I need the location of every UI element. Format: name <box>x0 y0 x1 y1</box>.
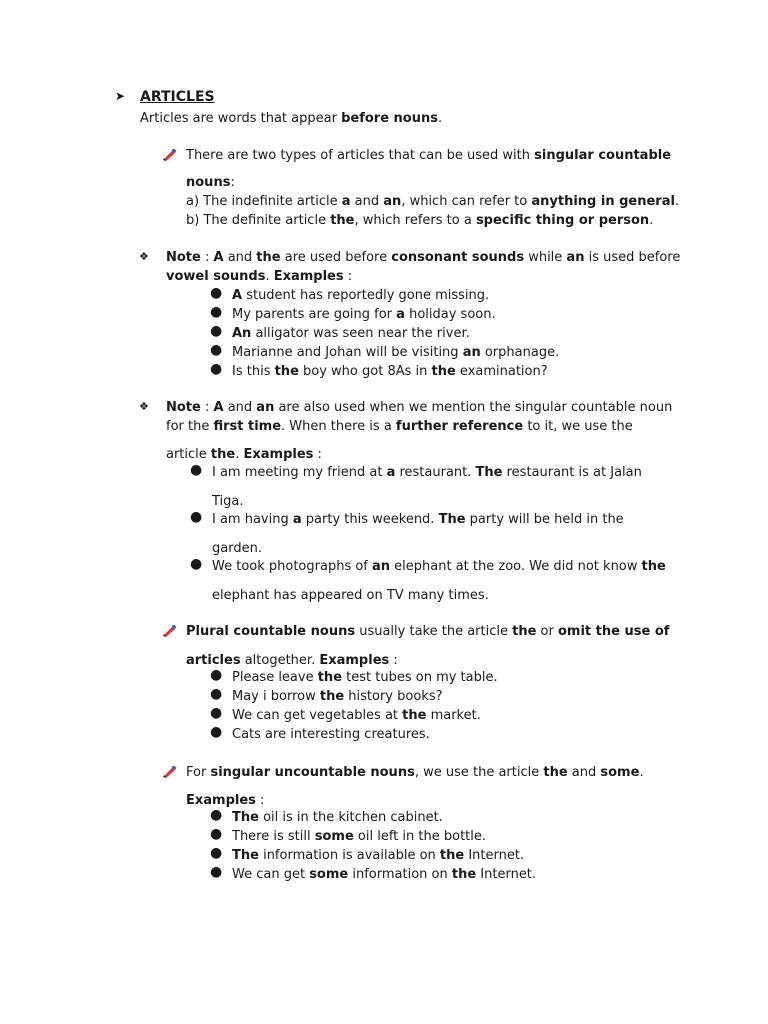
text-segment: a) The indefinite article <box>186 194 342 209</box>
bold-text: Examples <box>319 653 390 668</box>
text-segment: garden. <box>212 541 262 556</box>
bullet-icon: ● <box>210 845 223 861</box>
list-item <box>232 362 548 381</box>
text-segment: We can get vegetables at <box>232 708 403 723</box>
text-segment: information is available on <box>258 848 440 863</box>
bold-text: anything in general <box>531 194 675 209</box>
uncountable-line1 <box>186 763 644 782</box>
text-segment: Cats are interesting creatures. <box>232 727 430 742</box>
bold-text: Note <box>166 250 201 265</box>
bold-text: omit the use of <box>558 624 670 639</box>
text-segment: party this weekend. <box>301 512 439 527</box>
text-segment: For <box>186 765 211 780</box>
text-segment: examination? <box>455 364 548 379</box>
bold-text: a <box>396 307 405 322</box>
text-segment: : <box>255 793 265 808</box>
bold-text: the <box>451 867 477 882</box>
text-segment: are used before <box>280 250 392 265</box>
text-segment: Internet. <box>476 867 537 882</box>
pencil-bullet-icon <box>163 766 177 778</box>
bullet-icon: ● <box>210 285 223 301</box>
text-segment: or <box>536 624 558 639</box>
text-segment: . <box>265 269 274 284</box>
bold-text: further reference <box>395 419 524 434</box>
text-segment: . <box>674 194 680 209</box>
note2-example1 <box>212 463 642 482</box>
text-segment: and <box>567 765 601 780</box>
text-segment: Tiga. <box>212 494 244 509</box>
text-segment: I am meeting my friend at <box>212 465 387 480</box>
diamond-bullet-icon: ❖ <box>139 250 149 263</box>
text-segment: elephant has appeared on TV many times. <box>212 588 489 603</box>
text-segment: and <box>350 194 384 209</box>
bullet-icon: ● <box>210 686 223 702</box>
bullet-icon: ● <box>190 509 203 525</box>
section1-line3 <box>186 192 679 211</box>
bold-text: the <box>317 670 343 685</box>
list-item <box>232 687 443 706</box>
text-segment: , which can refer to <box>401 194 532 209</box>
text-segment: holiday soon. <box>404 307 496 322</box>
bold-text: An <box>232 326 252 341</box>
text-segment: are also used when we mention the singular countable noun <box>274 400 673 415</box>
diamond-bullet-icon: ❖ <box>139 400 149 413</box>
list-item <box>232 343 559 362</box>
bold-text: specific thing or person <box>475 213 650 228</box>
text-segment: We can get <box>232 867 310 882</box>
text-segment: elephant at the zoo. We did not know <box>390 559 642 574</box>
list-item <box>232 827 486 846</box>
bold-text: the <box>210 447 236 462</box>
bold-text: vowel sounds <box>166 269 266 284</box>
text-segment: student has reportedly gone missing. <box>242 288 490 303</box>
text-segment: article <box>166 447 211 462</box>
text-segment: . <box>649 213 654 228</box>
bullet-icon: ● <box>210 724 223 740</box>
bold-text: A <box>213 250 224 265</box>
bold-text: Examples <box>273 269 344 284</box>
bullet-icon: ● <box>210 361 223 377</box>
note1-line2 <box>166 267 352 286</box>
bold-text: Plural countable nouns <box>186 624 356 639</box>
text-segment: to it, we use the <box>523 419 633 434</box>
text-segment: party will be held in the <box>465 512 624 527</box>
text-segment: : <box>200 400 214 415</box>
text-segment: orphanage. <box>480 345 560 360</box>
text-segment: and <box>223 400 257 415</box>
text-segment: oil is in the kitchen cabinet. <box>258 810 443 825</box>
bold-text: some <box>600 765 640 780</box>
text-segment: There is still <box>232 829 315 844</box>
note2-line1 <box>166 398 672 417</box>
bold-text: the <box>439 848 465 863</box>
text-segment: Articles are words that appear <box>140 111 342 126</box>
text-segment: : <box>389 653 398 668</box>
text-segment: for the <box>166 419 214 434</box>
bold-text: A <box>213 400 224 415</box>
bold-text: an <box>566 250 585 265</box>
text-segment: boy who got 8As in <box>298 364 432 379</box>
text-segment: alligator was seen near the river. <box>251 326 470 341</box>
list-item <box>232 324 470 343</box>
bullet-icon: ● <box>210 323 223 339</box>
bold-text: the <box>274 364 299 379</box>
text-segment: : <box>343 269 353 284</box>
bold-text: Examples <box>186 793 256 808</box>
bold-text: before nouns <box>341 111 438 126</box>
text-segment: May i borrow <box>232 689 320 704</box>
bold-text: the <box>402 708 427 723</box>
bold-text: a <box>292 512 302 527</box>
text-segment: usually take the article <box>355 624 513 639</box>
bold-text: some <box>309 867 349 882</box>
text-segment: restaurant. <box>395 465 476 480</box>
bold-text: nouns <box>186 175 231 190</box>
bold-text: The <box>475 465 503 480</box>
intro-text <box>140 109 442 128</box>
text-segment: market. <box>426 708 481 723</box>
text-segment: : <box>200 250 214 265</box>
text-segment: There are two types of articles that can be used with <box>186 148 535 163</box>
list-item <box>232 725 430 744</box>
text-segment: is used before <box>584 250 681 265</box>
note2-example1-cont <box>212 492 244 511</box>
text-segment: Please leave <box>232 670 318 685</box>
bold-text: singular uncountable nouns <box>210 765 415 780</box>
note2-example2 <box>212 510 624 529</box>
page-title: ARTICLES <box>140 89 215 105</box>
bold-text: the <box>431 364 456 379</box>
list-item <box>232 865 536 884</box>
text-segment: , which refers to a <box>354 213 476 228</box>
text-segment: test tubes on my table. <box>342 670 498 685</box>
bullet-icon: ● <box>190 462 203 478</box>
text-segment: history books? <box>344 689 443 704</box>
list-item <box>232 808 443 827</box>
text-segment: oil left in the bottle. <box>353 829 487 844</box>
bullet-icon: ● <box>210 864 223 880</box>
section1-line2 <box>186 173 235 192</box>
bold-text: an <box>383 194 402 209</box>
plural-line1 <box>186 622 669 641</box>
bold-text: an <box>462 345 481 360</box>
note2-line2 <box>166 417 633 436</box>
text-segment: restaurant is at Jalan <box>502 465 642 480</box>
bold-text: The <box>438 512 466 527</box>
bold-text: The <box>232 810 259 825</box>
bold-text: the <box>543 765 568 780</box>
note1-line1 <box>166 248 680 267</box>
bullet-icon: ● <box>210 304 223 320</box>
bold-text: Note <box>166 400 201 415</box>
arrow-bullet-icon: ➤ <box>115 89 126 103</box>
pencil-bullet-icon <box>163 149 177 161</box>
bold-text: the <box>330 213 355 228</box>
text-segment: b) The definite article <box>186 213 331 228</box>
note2-example2-cont <box>212 539 262 558</box>
text-segment: We took photographs of <box>212 559 373 574</box>
bullet-icon: ● <box>210 807 223 823</box>
text-segment: . When there is a <box>281 419 396 434</box>
bullet-icon: ● <box>210 705 223 721</box>
bullet-icon: ● <box>210 342 223 358</box>
section1-line1 <box>186 146 671 165</box>
note2-example3 <box>212 557 666 576</box>
text-segment: information on <box>348 867 452 882</box>
list-item <box>232 286 489 305</box>
bold-text: the <box>256 250 281 265</box>
text-segment: , we use the article <box>414 765 544 780</box>
text-segment: My parents are going for <box>232 307 397 322</box>
bullet-icon: ● <box>210 826 223 842</box>
section1-line4 <box>186 211 653 230</box>
list-item <box>232 305 496 324</box>
text-segment: . <box>235 447 244 462</box>
bold-text: a <box>341 194 351 209</box>
bold-text: an <box>372 559 391 574</box>
text-segment: and <box>223 250 257 265</box>
text-segment: Is this <box>232 364 275 379</box>
bold-text: an <box>256 400 275 415</box>
bold-text: The <box>232 848 259 863</box>
text-segment: Marianne and Johan will be visiting <box>232 345 463 360</box>
bold-text: singular countable <box>534 148 672 163</box>
text-segment: . <box>639 765 644 780</box>
bold-text: Examples <box>243 447 314 462</box>
text-segment: altogether. <box>240 653 320 668</box>
text-segment: : <box>313 447 322 462</box>
bold-text: a <box>386 465 396 480</box>
bold-text: first time <box>213 419 282 434</box>
text-segment: . <box>437 111 443 126</box>
bold-text: the <box>512 624 537 639</box>
pencil-bullet-icon <box>163 625 177 637</box>
text-segment: : <box>230 175 235 190</box>
bold-text: the <box>319 689 345 704</box>
bold-text: articles <box>186 653 241 668</box>
text-segment: while <box>524 250 567 265</box>
note2-example3-cont <box>212 586 489 605</box>
bullet-icon: ● <box>190 556 203 572</box>
bold-text: some <box>314 829 354 844</box>
text-segment: I am having <box>212 512 293 527</box>
text-segment: Internet. <box>464 848 525 863</box>
bullet-icon: ● <box>210 667 223 683</box>
list-item <box>232 706 481 725</box>
list-item <box>232 668 498 687</box>
bold-text: the <box>641 559 666 574</box>
bold-text: consonant sounds <box>391 250 525 265</box>
list-item <box>232 846 524 865</box>
bold-text: A <box>232 288 243 303</box>
